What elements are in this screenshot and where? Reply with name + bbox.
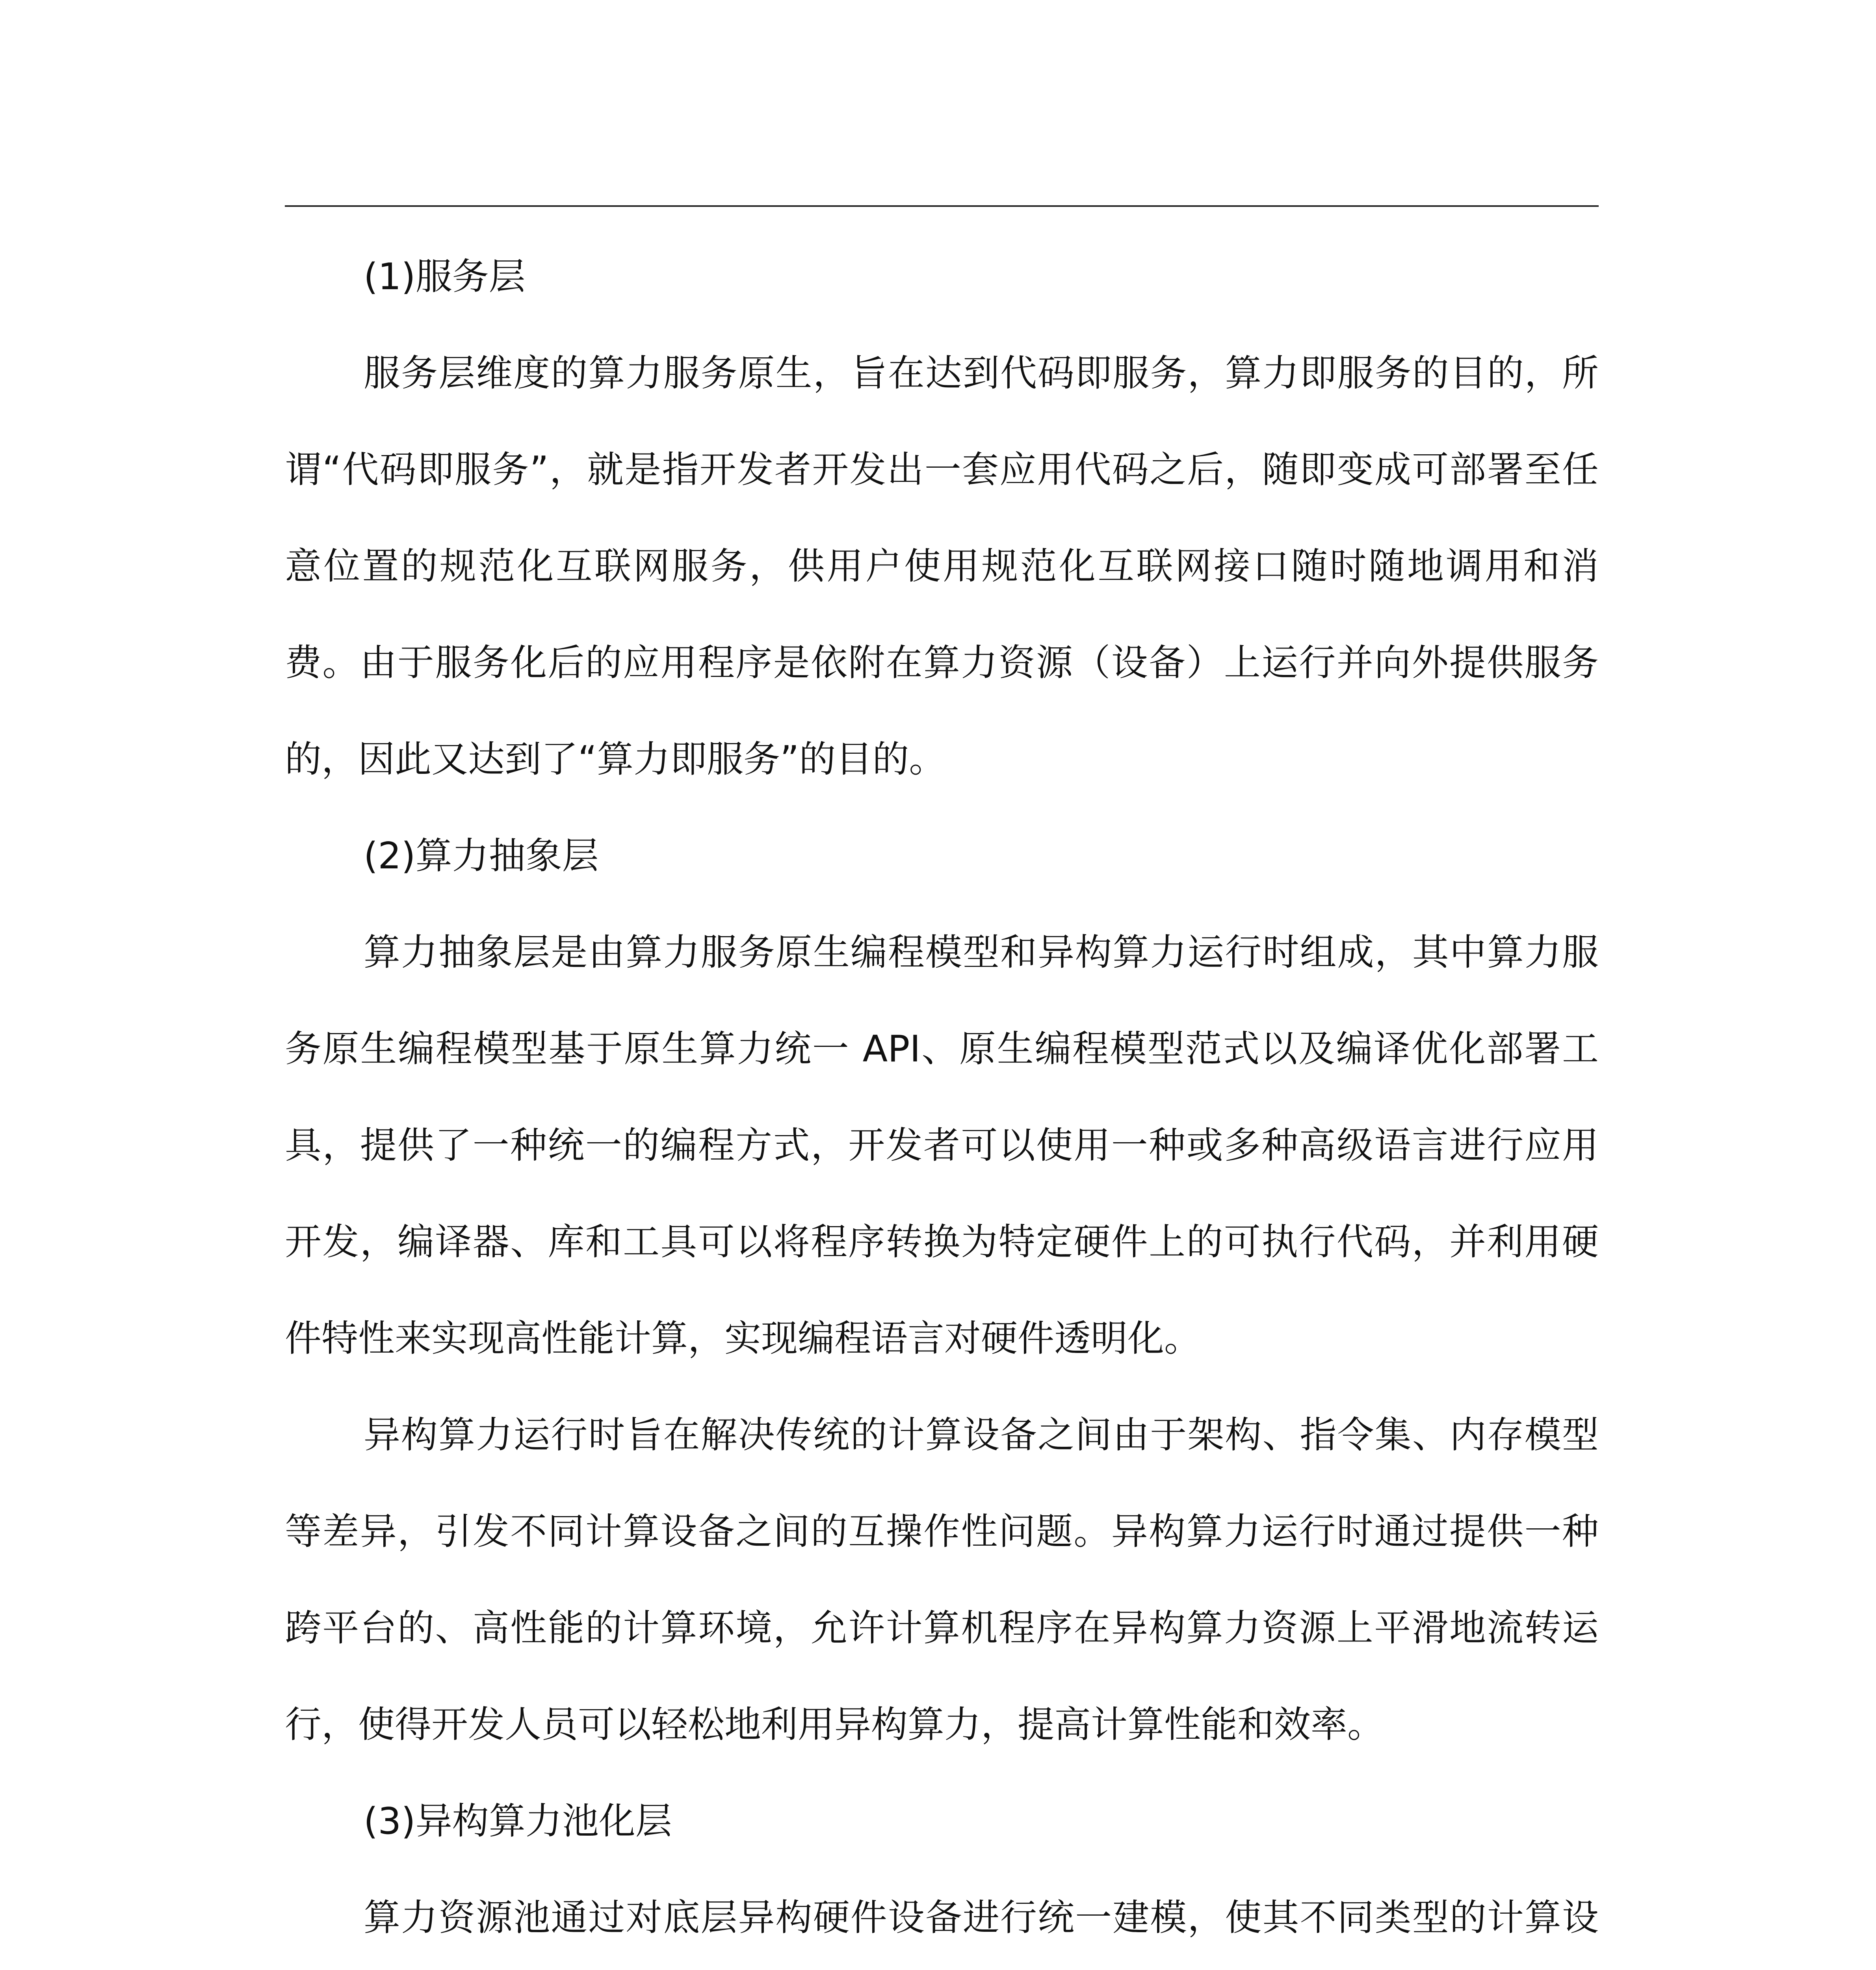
paragraph-programming-model: 算力抽象层是由算力服务原生编程模型和异构算力运行时组成，其中算力服务原生编程模型基于原生算力统一 API、原生编程模型范式以及编译优化部署工具，提供了一种统一的编程方式，开发者可以使用一种或多种高级语言进行应用开发，编译器、库和工具可以将程序转换为特定硬件上的可执行代码，并利用硬件特性来实现高性能计算，实现编程语言对硬件透明化。 (285, 931, 1599, 1360)
document-body (285, 229, 1599, 1970)
paragraph-service-layer: 服务层维度的算力服务原生，旨在达到代码即服务，算力即服务的目的，所谓“代码即服务”，就是指开发者开发出一套应用代码之后，随即变成可部署至任意位置的规范化互联网服务，供用户使用规范化互联网接口随时随地调用和消费。由于服务化后的应用程序是依附在算力资源（设备）上运行并向外提供服务的，因此又达到了“算力即服务”的目的。 (285, 352, 1599, 781)
paragraph-heterogeneous-runtime: 异构算力运行时旨在解决传统的计算设备之间由于架构、指令集、内存模型等差异，引发不同计算设备之间的互操作性问题。异构算力运行时通过提供一种跨平台的、高性能的计算环境，允许计算机程序在异构算力资源上平滑地流转运行，使得开发人员可以轻松地利用异构算力，提高计算性能和效率。 (285, 1414, 1599, 1746)
section-heading-service-layer: (1)服务层 (364, 255, 526, 298)
section-heading-pooling-layer: (3)异构算力池化层 (364, 1800, 672, 1842)
section-heading-compute-abstraction-layer: (2)算力抽象层 (364, 834, 599, 877)
paragraph-resource-pool: 算力资源池通过对底层异构硬件设备进行统一建模，使其不同类型的计算设 (364, 1896, 1599, 1939)
header-rule (285, 205, 1599, 207)
